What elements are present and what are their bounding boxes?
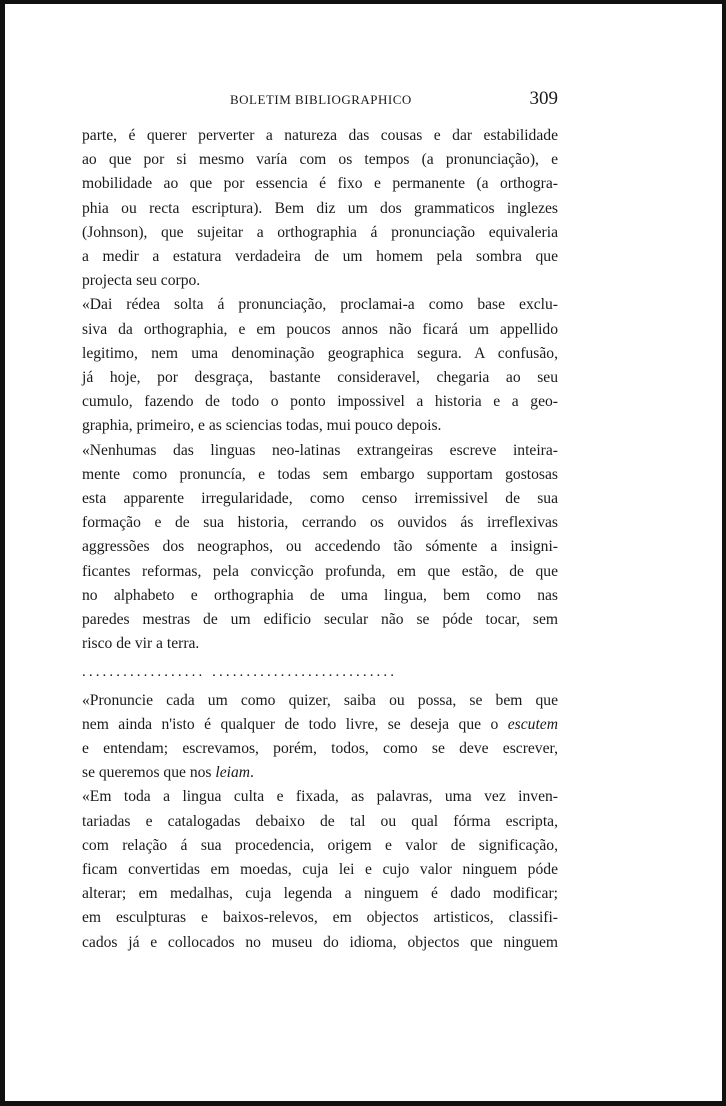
paragraph-1 bbox=[82, 124, 558, 293]
text-line: formação e de sua historia, cerrando os ouvidos ás irreflexivas bbox=[82, 514, 558, 532]
text-line: a medir a estatura verdadeira de um homem pela sombra que bbox=[82, 248, 558, 266]
text-line: siva da orthographia, e em poucos annos não ficará um appellido bbox=[82, 320, 558, 338]
paragraph-4 bbox=[82, 689, 558, 786]
text-line: risco de vir a terra. bbox=[82, 635, 200, 653]
text-line: «Nenhumas das linguas neo-latinas extrangeiras escreve inteira- bbox=[82, 441, 558, 459]
text-line: «Pronuncie cada um como quizer, saiba ou possa, se bem que bbox=[82, 691, 558, 709]
text-line: esta apparente irregularidade, como censo irremissivel de sua bbox=[82, 490, 558, 508]
paragraph-2 bbox=[82, 293, 558, 438]
text-line: paredes mestras de um edificio secular não se póde tocar, sem bbox=[82, 611, 558, 629]
scan-border-left bbox=[0, 0, 5, 1106]
italic-word: leiam bbox=[215, 764, 251, 782]
running-title: BOLETIM BIBLIOGRAPHICO bbox=[230, 92, 412, 107]
text-line: em esculpturas e baixos-relevos, em objectos artisticos, classifi- bbox=[82, 909, 558, 927]
page-header bbox=[82, 88, 558, 112]
paragraph-3 bbox=[82, 439, 558, 657]
text-line: (Johnson), que sujeitar a orthographia á pronunciação equivaleria bbox=[82, 223, 558, 241]
text-line: e entendam; escrevamos, porém, todos, como se deve escrever, bbox=[82, 740, 558, 758]
text-line: graphia, primeiro, e as sciencias todas, mui pouco depois. bbox=[82, 417, 442, 435]
scan-border-right bbox=[722, 0, 726, 1106]
ellipsis-separator: .................. ........................... bbox=[82, 664, 398, 681]
page-number: 309 bbox=[529, 88, 558, 109]
text-line: legitimo, nem uma denominação geographica segura. A confusão, bbox=[82, 344, 558, 362]
text-line: mente como pronuncía, e todas sem embargo supportam gostosas bbox=[82, 465, 558, 483]
text-line: ao que por si mesmo varía com os tempos (a pronunciação), e bbox=[82, 151, 558, 169]
body-text bbox=[82, 124, 558, 955]
text-line: cumulo, fazendo de todo o ponto impossivel a historia e a geo- bbox=[82, 393, 558, 411]
text-line: ficantes reformas, pela convicção profunda, em que estão, de que bbox=[82, 562, 558, 580]
italic-word: escutem bbox=[507, 715, 558, 733]
text-line: «Em toda a lingua culta e fixada, as palavras, uma vez inven- bbox=[82, 788, 558, 806]
text-line: ficam convertidas em moedas, cuja lei e cujo valor ninguem póde bbox=[82, 861, 558, 879]
text-line: alterar; em medalhas, cuja legenda a ninguem é dado modificar; bbox=[82, 885, 558, 903]
text-line: projecta seu corpo. bbox=[82, 272, 201, 290]
scan-border-bottom bbox=[0, 1101, 726, 1106]
text-line: já hoje, por desgraça, bastante consideravel, chegaria ao seu bbox=[82, 369, 558, 387]
text-line: cados já e collocados no museu do idioma, objectos que ninguem bbox=[82, 933, 558, 951]
scan-border-top bbox=[0, 0, 726, 4]
text-line: phia ou recta escriptura). Bem diz um dos grammaticos inglezes bbox=[82, 199, 558, 217]
text-line: tariadas e catalogadas debaixo de tal ou qual fórma escripta, bbox=[82, 812, 558, 830]
text-segment: . bbox=[250, 764, 254, 782]
text-line: mobilidade ao que por essencia é fixo e permanente (a orthogra- bbox=[82, 175, 558, 193]
text-segment: nem ainda n'isto é qualquer de todo livre, se deseja que o bbox=[82, 715, 508, 733]
text-line bbox=[82, 713, 558, 737]
text-line: «Dai rédea solta á pronunciação, proclamai-a como base exclu- bbox=[82, 296, 558, 314]
paragraph-5 bbox=[82, 785, 558, 954]
text-line: aggressões dos neographos, ou accedendo tão sómente a insigni- bbox=[82, 538, 558, 556]
text-line bbox=[82, 761, 558, 785]
text-line: no alphabeto e orthographia de uma lingua, bem como nas bbox=[82, 586, 558, 604]
text-segment: se queremos que nos bbox=[82, 764, 216, 782]
text-line: com relação á sua procedencia, origem e valor de significação, bbox=[82, 836, 558, 854]
text-line: parte, é querer perverter a natureza das cousas e dar estabilidade bbox=[82, 127, 558, 144]
